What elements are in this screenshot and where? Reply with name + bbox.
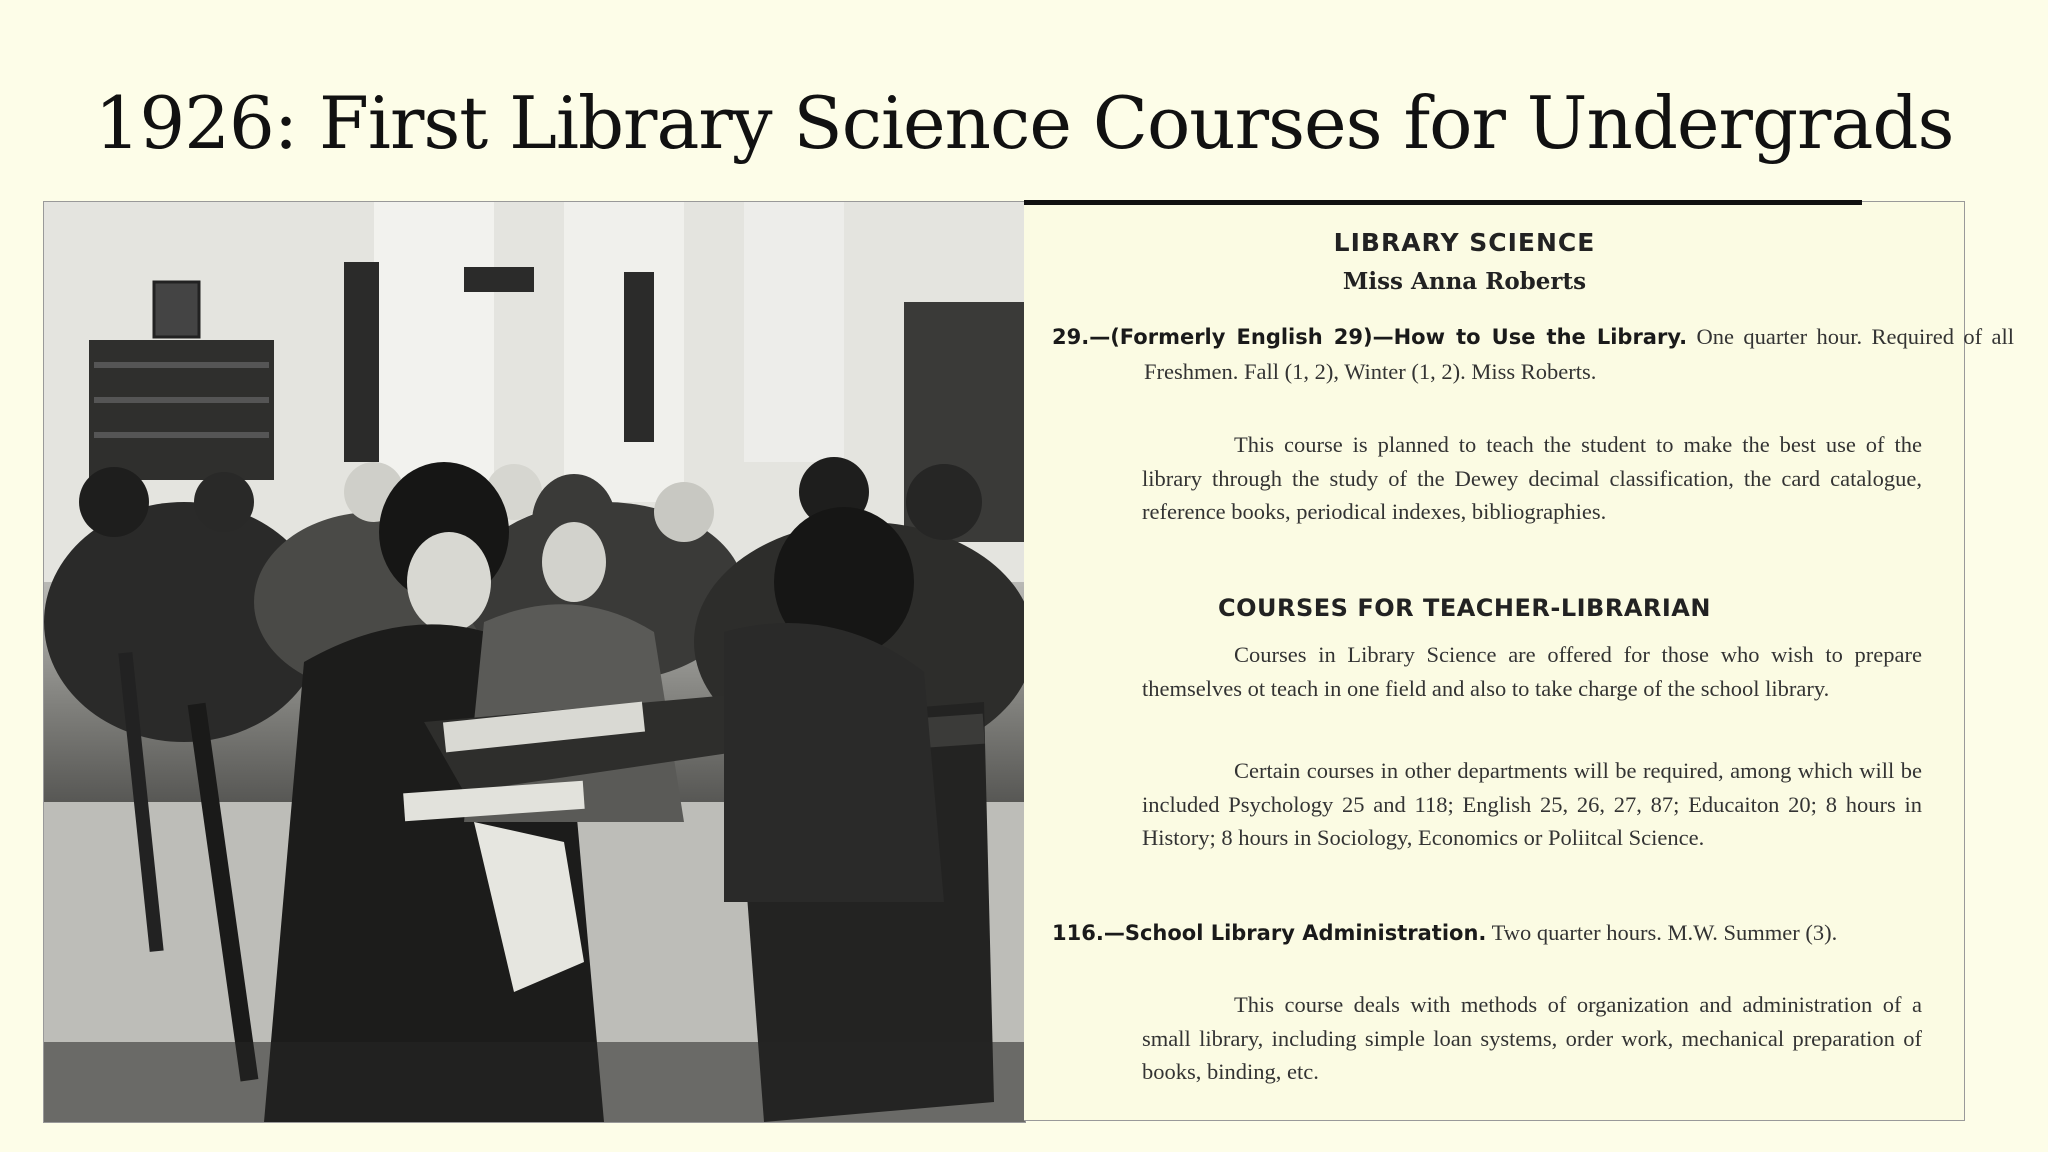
teacher-librarian-requirements: Certain courses in other departments will be required, among which will be included Psychology 25 and 118; English 25, 26, 27, 87; Educaiton 20; 8 hours in History; 8 hours in Sociology, Economics or Poliitcal Science. xyxy=(1142,758,1922,850)
teacher-librarian-heading: COURSES FOR TEACHER-LIBRARIAN xyxy=(1218,594,1711,622)
teacher-librarian-intro: Courses in Library Science are offered for those who wish to prepare themselves ot teach in one field and also to take charge of the school library. xyxy=(1142,642,1922,701)
reading-room-photo xyxy=(43,201,1026,1123)
course-116-heading: 116.—School Library Administration. xyxy=(1052,921,1487,945)
instructor-name: Miss Anna Roberts xyxy=(1342,268,1587,295)
catalog-excerpt xyxy=(1024,201,2014,1121)
course-116-entry xyxy=(1052,916,2014,951)
course-116-details: Two quarter hours. M.W. Summer (3). xyxy=(1486,920,1838,945)
course-29-details: One quarter hour. Required of all Freshmen. Fall (1, 2), Winter (1, 2). Miss Roberts. xyxy=(1144,324,2014,384)
course-29-entry xyxy=(1052,320,2014,388)
department-heading: LIBRARY SCIENCE xyxy=(1333,228,1596,257)
slide-title: 1926: First Library Science Courses for Undergrads xyxy=(94,81,1954,165)
top-rule xyxy=(1024,200,1862,205)
reading-room-photo-icon xyxy=(44,202,1025,1122)
course-29-description: This course is planned to teach the student to make the best use of the library through the study of the Dewey decimal classification, the card catalogue, reference books, periodical indexes, bibliographies. xyxy=(1142,432,1922,524)
course-116-description: This course deals with methods of organization and administration of a small library, including simple loan systems, order work, mechanical preparation of books, binding, etc. xyxy=(1142,992,1922,1084)
course-29-heading: 29.—(Formerly English 29)—How to Use the Library. xyxy=(1052,325,1688,349)
